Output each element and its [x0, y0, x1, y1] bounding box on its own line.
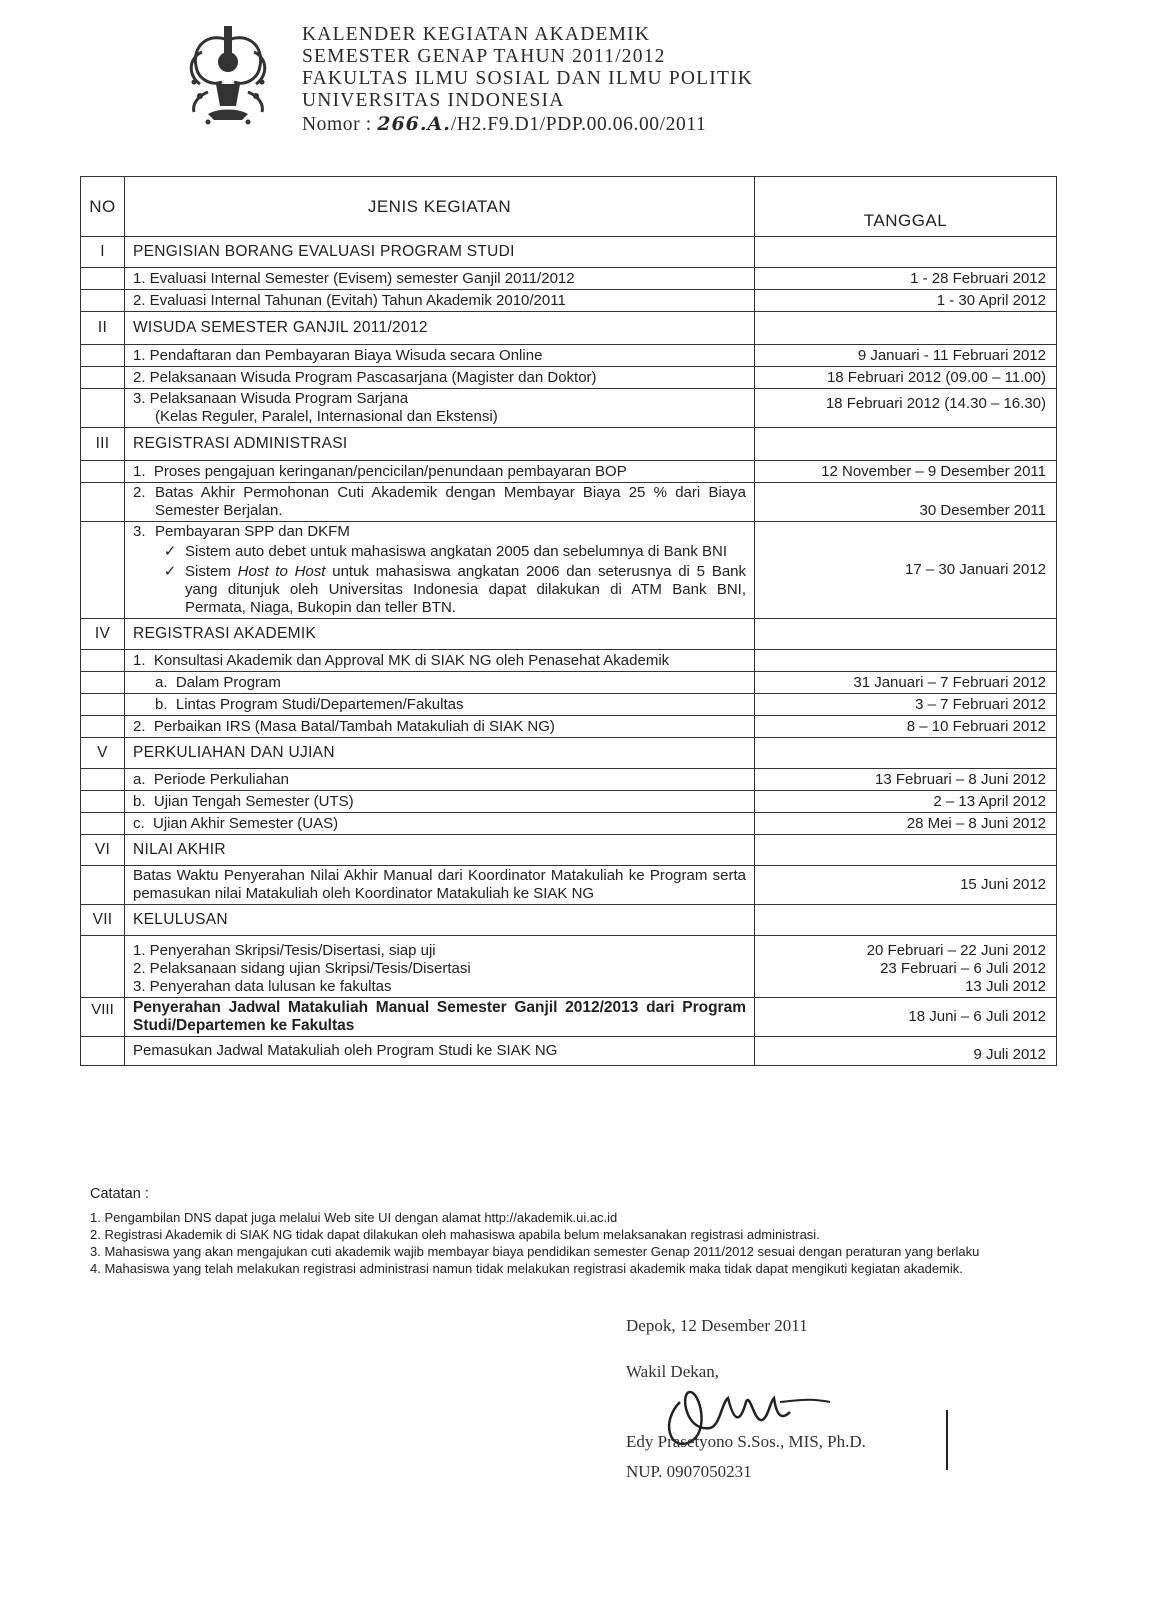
activity-date-line: 20 Februari – 22 Juni 2012: [866, 942, 1046, 959]
item-text: Batas Akhir Permohonan Cuti Akademik dengan Membayar Biaya 25 % dari Biaya Semester Berjalan.: [155, 484, 746, 519]
table-header-row: [81, 177, 1057, 237]
note-item: 4. Mahasiswa yang telah melakukan registrasi administrasi namun tidak melakukan registrasi akademik maka tidak dapat mengikuti kegiatan akademik.: [90, 1261, 963, 1276]
nomor-handwritten: 266.A.: [377, 113, 451, 135]
activity-date: 28 Mei – 8 Juni 2012: [755, 813, 1057, 835]
header-kegiatan: JENIS KEGIATAN: [125, 177, 755, 237]
activity-date: 12 November – 9 Desember 2011: [755, 461, 1057, 483]
item-number: 1.: [133, 463, 146, 480]
table-row: [81, 290, 1057, 312]
activity-text: [125, 672, 755, 694]
activity-text: Pemasukan Jadwal Matakuliah oleh Program Studi ke SIAK NG: [125, 1037, 755, 1066]
section-row: [81, 237, 1057, 268]
activity-text: [125, 791, 755, 813]
activity-date: 18 Februari 2012 (09.00 – 11.00): [755, 367, 1057, 389]
notes-section: [90, 1186, 1050, 1277]
activity-text: [125, 389, 755, 428]
document-header: [302, 24, 753, 137]
activity-date: 15 Juni 2012: [755, 866, 1057, 905]
table-row: [81, 866, 1057, 905]
section-no: VI: [81, 835, 125, 866]
item-text: Pembayaran SPP dan DKFM: [155, 523, 350, 540]
table-row: [81, 483, 1057, 522]
section-title: REGISTRASI AKADEMIK: [125, 619, 755, 650]
item-number: 1.: [133, 652, 146, 669]
activity-text: Penyerahan Jadwal Matakuliah Manual Semester Ganjil 2012/2013 dari Program Studi/Departemen ke Fakultas: [125, 998, 755, 1037]
table-row: [81, 694, 1057, 716]
activity-text: [125, 936, 755, 998]
activity-date: 18 Juni – 6 Juli 2012: [755, 998, 1057, 1037]
nomor-rest: /H2.F9.D1/PDP.00.06.00/2011: [450, 114, 707, 135]
nomor-label: Nomor :: [302, 114, 372, 135]
table-row: [81, 998, 1057, 1037]
header-no: NO: [81, 177, 125, 237]
activity-line: 1. Penyerahan Skripsi/Tesis/Disertasi, siap uji: [133, 942, 436, 959]
table-row: [81, 461, 1057, 483]
section-no: V: [81, 738, 125, 769]
table-row: [81, 522, 1057, 619]
section-row: [81, 905, 1057, 936]
section-title: PENGISIAN BORANG EVALUASI PROGRAM STUDI: [125, 237, 755, 268]
activity-text: [125, 716, 755, 738]
activity-date: 1 - 28 Februari 2012: [755, 268, 1057, 290]
activity-line-cont: (Kelas Reguler, Paralel, Internasional dan Ekstensi): [155, 408, 498, 425]
activity-text: [125, 694, 755, 716]
table-row: [81, 367, 1057, 389]
document-number: [302, 112, 753, 137]
table-row: [81, 791, 1057, 813]
header-university: UNIVERSITAS INDONESIA: [302, 90, 565, 111]
table-row: [81, 813, 1057, 835]
activity-date: 31 Januari – 7 Februari 2012: [755, 672, 1057, 694]
checkmark-icon: ✓: [163, 563, 177, 580]
section-row: [81, 428, 1057, 461]
activity-line: 3. Pelaksanaan Wisuda Program Sarjana: [133, 390, 409, 407]
sub-item-text: Sistem auto debet untuk mahasiswa angkatan 2005 dan sebelumnya di Bank BNI: [185, 543, 728, 560]
table-row: [81, 650, 1057, 672]
activity-text: [125, 650, 755, 672]
place-date: Depok, 12 Desember 2011: [626, 1316, 808, 1335]
item-text: Konsultasi Akademik dan Approval MK di SIAK NG oleh Penasehat Akademik: [153, 652, 670, 669]
activity-date: 9 Juli 2012: [755, 1037, 1057, 1066]
table-row: [81, 716, 1057, 738]
handwritten-signature: [650, 1362, 850, 1472]
item-number: 2.: [133, 484, 146, 501]
section-no: III: [81, 428, 125, 461]
university-seal-logo: [178, 22, 278, 132]
activity-date-line: 13 Juli 2012: [965, 978, 1046, 995]
activity-text: 2. Pelaksanaan Wisuda Program Pascasarjana (Magister dan Doktor): [125, 367, 755, 389]
item-text: Perbaikan IRS (Masa Batal/Tambah Matakuliah di SIAK NG): [153, 718, 555, 735]
signatory-name: Edy Prasetyono S.Sos., MIS, Ph.D.: [626, 1432, 866, 1451]
item-number: a.: [155, 674, 168, 691]
activity-date: 8 – 10 Februari 2012: [755, 716, 1057, 738]
item-number: b.: [133, 793, 146, 810]
table-row: [81, 268, 1057, 290]
item-number: b.: [155, 696, 168, 713]
header-title: KALENDER KEGIATAN AKADEMIK: [302, 24, 651, 45]
sub-item-text: Sistem Host to Host untuk mahasiswa angkatan 2006 dan seterusnya di 5 Bank yang ditunjuk oleh Universitas Indonesia dapat dilakukan di ATM Bank BNI, Permata, Niaga, Bukopin dan teller BTN.: [185, 563, 747, 616]
activity-date: 1 - 30 April 2012: [755, 290, 1057, 312]
table-row: [81, 769, 1057, 791]
item-text: Ujian Tengah Semester (UTS): [153, 793, 354, 810]
section-title: REGISTRASI ADMINISTRASI: [125, 428, 755, 461]
table-row: [81, 936, 1057, 998]
table-row: [81, 389, 1057, 428]
section-row: [81, 312, 1057, 345]
signature-bar: [946, 1410, 948, 1470]
activity-text: 1. Pendaftaran dan Pembayaran Biaya Wisuda secara Online: [125, 345, 755, 367]
note-item: 1. Pengambilan DNS dapat juga melalui Web site UI dengan alamat http://akademik.ui.ac.id: [90, 1210, 618, 1225]
activity-line: 3. Penyerahan data lulusan ke fakultas: [133, 978, 392, 995]
section-row: [81, 835, 1057, 866]
activity-text: Batas Waktu Penyerahan Nilai Akhir Manual dari Koordinator Matakuliah ke Program serta pemasukan nilai Matakuliah oleh Koordinator Matakuliah ke SIAK NG: [125, 866, 755, 905]
activity-date: 9 Januari - 11 Februari 2012: [755, 345, 1057, 367]
activity-date: 17 – 30 Januari 2012: [755, 522, 1057, 619]
item-number: c.: [133, 815, 145, 832]
item-number: a.: [133, 771, 146, 788]
activity-text: [125, 769, 755, 791]
section-title: NILAI AKHIR: [125, 835, 755, 866]
activity-date-line: 23 Februari – 6 Juli 2012: [880, 960, 1046, 977]
activity-date: 13 Februari – 8 Juni 2012: [755, 769, 1057, 791]
section-no: II: [81, 312, 125, 345]
section-no: VIII: [81, 998, 125, 1037]
activity-date: 3 – 7 Februari 2012: [755, 694, 1057, 716]
section-row: [81, 619, 1057, 650]
section-title: WISUDA SEMESTER GANJIL 2011/2012: [125, 312, 755, 345]
section-row: [81, 738, 1057, 769]
activity-date: 2 – 13 April 2012: [755, 791, 1057, 813]
activity-text: 2. Evaluasi Internal Tahunan (Evitah) Tahun Akademik 2010/2011: [125, 290, 755, 312]
item-number: 3.: [133, 523, 146, 540]
signatory-role: Wakil Dekan,: [626, 1362, 720, 1381]
header-faculty: FAKULTAS ILMU SOSIAL DAN ILMU POLITIK: [302, 68, 754, 89]
activity-date: 30 Desember 2011: [755, 483, 1057, 522]
item-text: Periode Perkuliahan: [153, 771, 289, 788]
table-row: [81, 1037, 1057, 1066]
activity-text: [125, 522, 755, 619]
section-no: IV: [81, 619, 125, 650]
checkmark-icon: ✓: [163, 543, 177, 560]
activity-text: [125, 461, 755, 483]
item-text: Proses pengajuan keringanan/pencicilan/penundaan pembayaran BOP: [153, 463, 627, 480]
signatory-nup: NUP. 0907050231: [626, 1462, 752, 1481]
activity-calendar-table: [80, 176, 1057, 1066]
activity-text: [125, 813, 755, 835]
header-semester: SEMESTER GENAP TAHUN 2011/2012: [302, 46, 666, 67]
section-title: PERKULIAHAN DAN UJIAN: [125, 738, 755, 769]
note-item: 2. Registrasi Akademik di SIAK NG tidak dapat dilakukan oleh mahasiswa apabila belum melaksanakan registrasi administrasi.: [90, 1227, 820, 1242]
activity-date: 18 Februari 2012 (14.30 – 16.30): [755, 389, 1057, 428]
note-item: 3. Mahasiswa yang akan mengajukan cuti akademik wajib membayar biaya pendidikan semester Genap 2011/2012 sesuai dengan peraturan yang berlaku: [90, 1244, 980, 1259]
activity-text: [125, 483, 755, 522]
activity-line: 2. Pelaksanaan sidang ujian Skripsi/Tesis/Disertasi: [133, 960, 471, 977]
header-tanggal: TANGGAL: [755, 177, 1057, 237]
table-row: [81, 672, 1057, 694]
section-title: KELULUSAN: [125, 905, 755, 936]
activity-date: [755, 936, 1057, 998]
section-no: VII: [81, 905, 125, 936]
notes-title: Catatan :: [90, 1186, 149, 1202]
item-number: 2.: [133, 718, 146, 735]
section-no: I: [81, 237, 125, 268]
item-text: Ujian Akhir Semester (UAS): [153, 815, 339, 832]
activity-text: 1. Evaluasi Internal Semester (Evisem) semester Ganjil 2011/2012: [125, 268, 755, 290]
item-text: Lintas Program Studi/Departemen/Fakultas: [175, 696, 464, 713]
item-text: Dalam Program: [175, 674, 281, 691]
table-row: [81, 345, 1057, 367]
